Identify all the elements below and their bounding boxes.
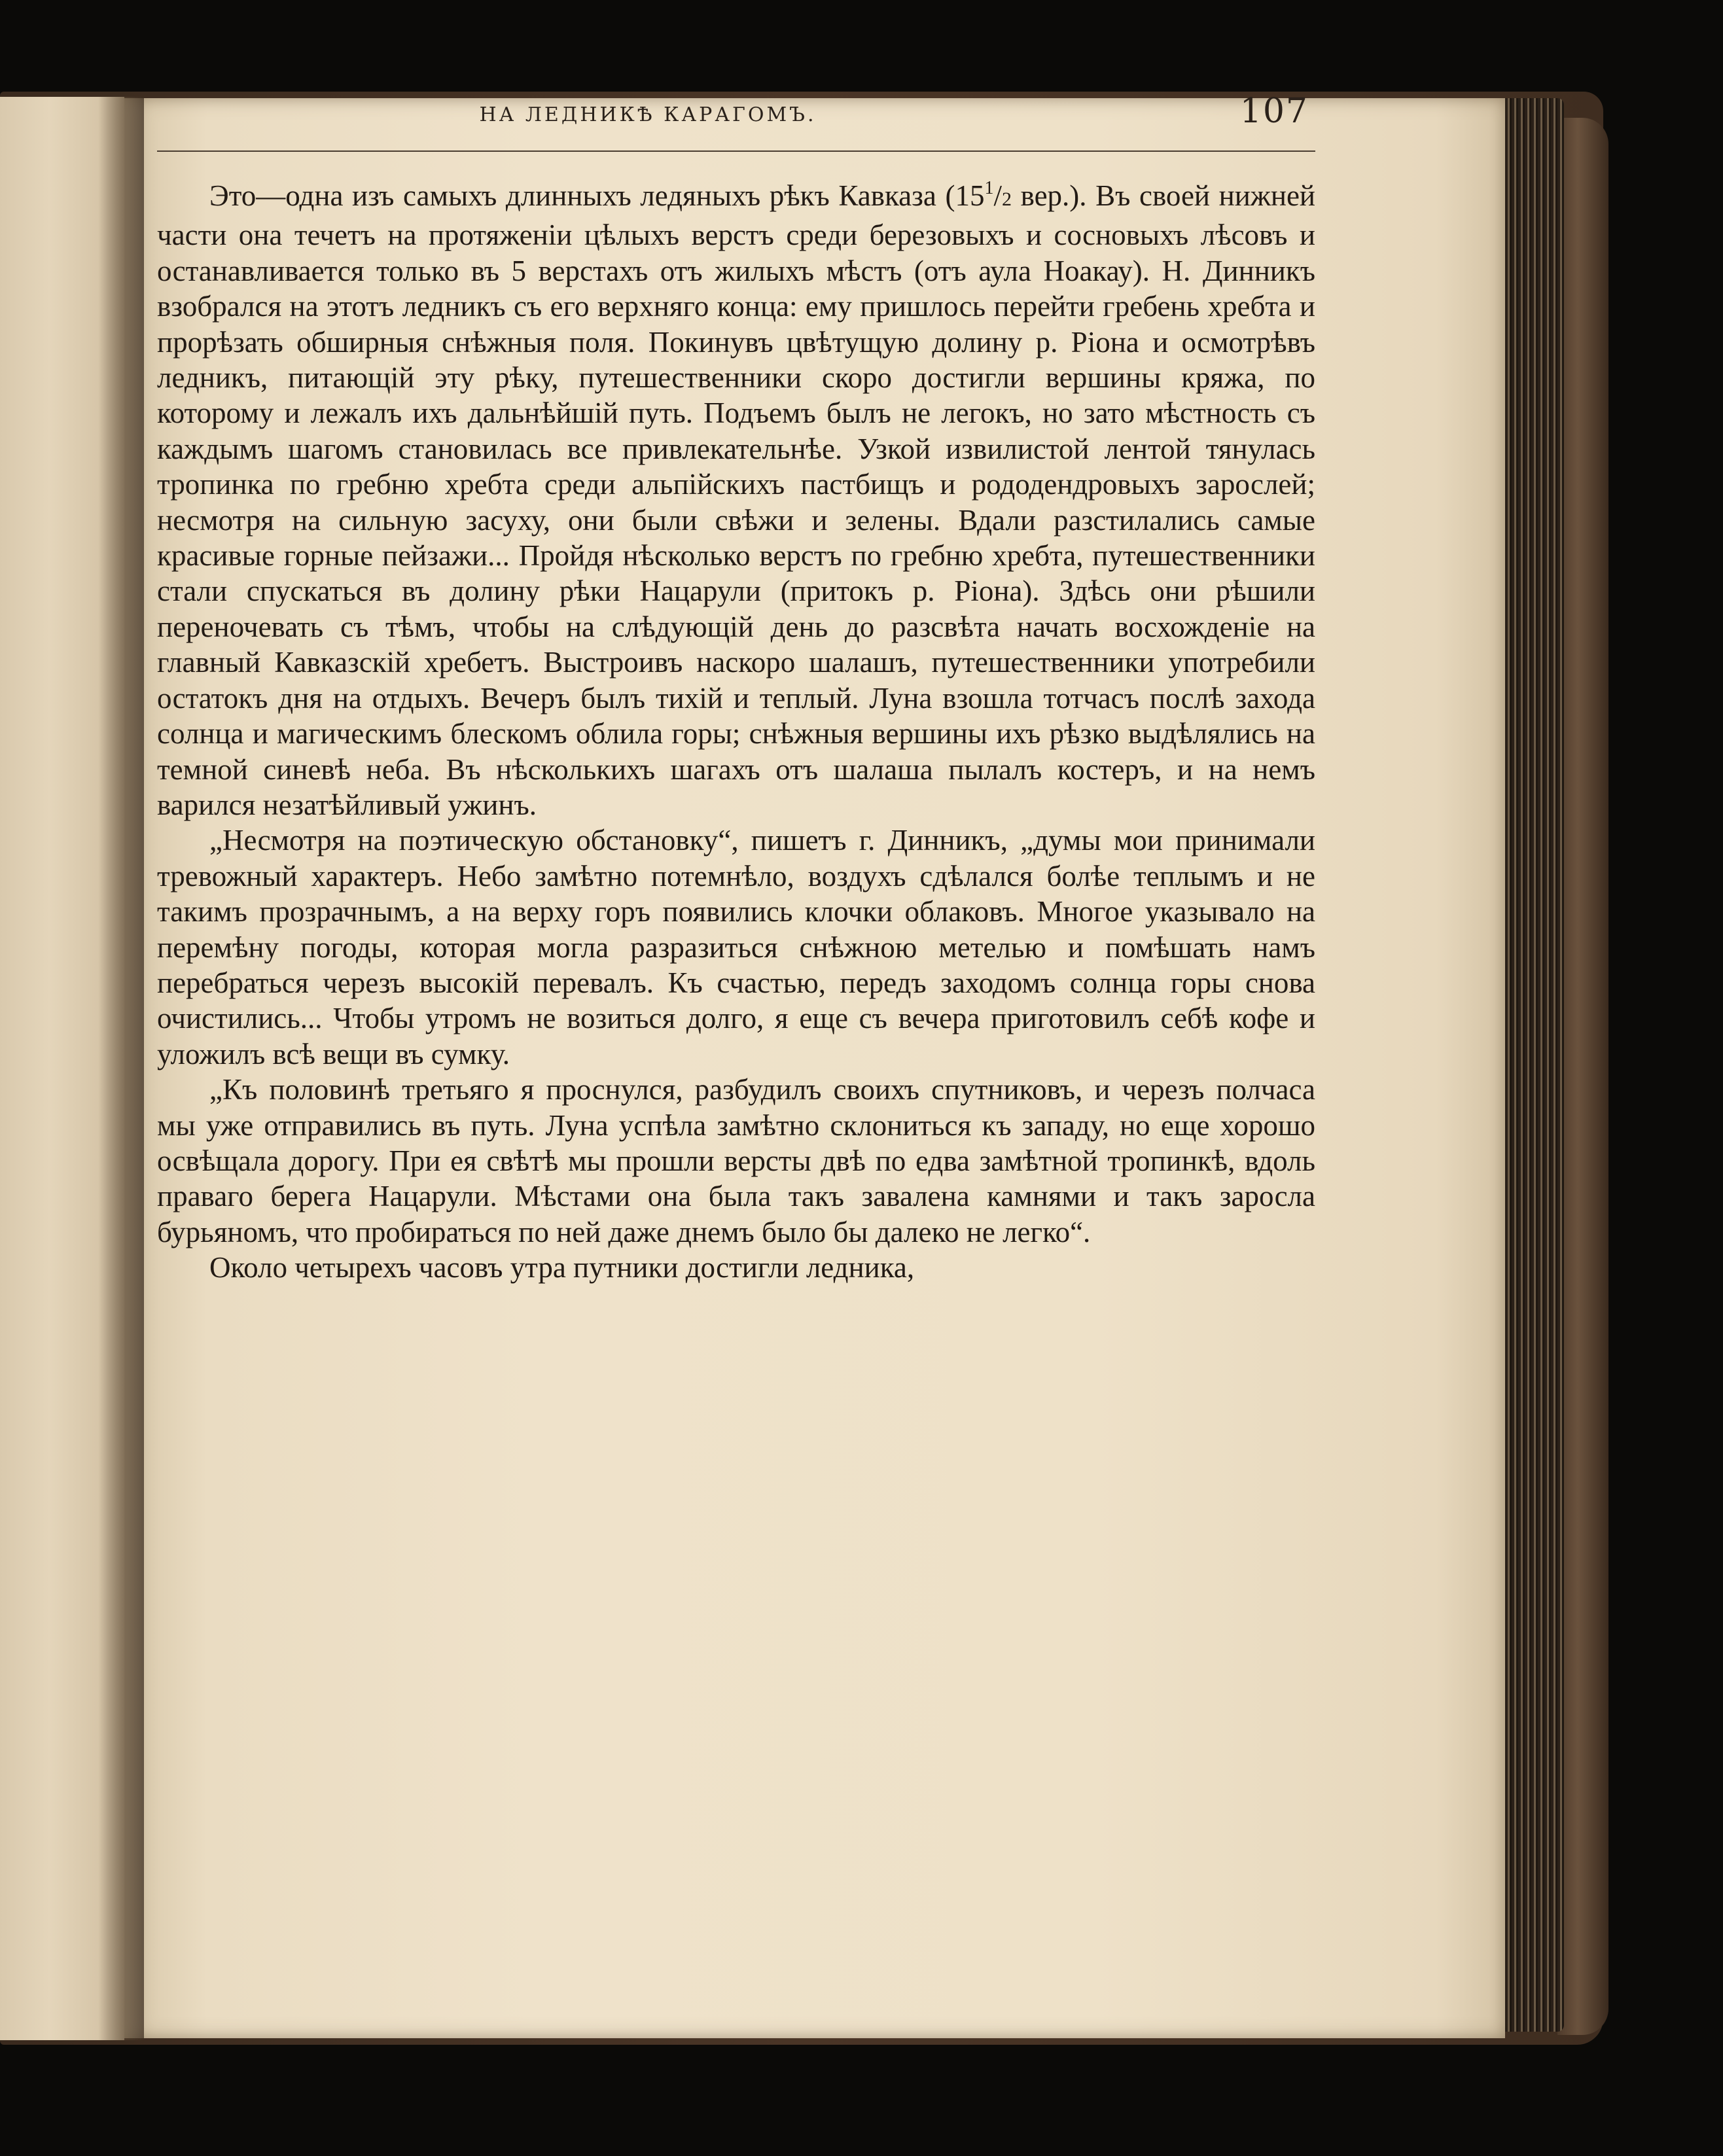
header-rule	[157, 150, 1315, 152]
running-title: НА ЛЕДНИКѢ КАРАГОМЪ.	[479, 103, 817, 126]
page-gutter-shadow	[98, 97, 144, 2040]
paragraph-3: „Къ половинѣ третьяго я проснулся, разбудилъ своихъ спутниковъ, и черезъ полчаса мы уже отправились въ путь. Луна успѣла замѣтно склониться къ западу, но еще хорошо освѣщала дорогу. При ея свѣтѣ мы прошли версты двѣ по едва замѣтной тропинкѣ, вдоль праваго берега Нацарули. Мѣстами она была такъ завалена камнями и такъ заросла бурьяномъ, что пробираться по ней даже днемъ было бы далеко не легко“.	[157, 1073, 1315, 1248]
paragraph-1-start: Это—одна изъ самыхъ длинныхъ ледяныхъ рѣкъ Кавказа (15	[209, 179, 985, 212]
page-body	[157, 178, 1315, 1286]
running-head	[157, 92, 1315, 149]
paragraph-2: „Несмотря на поэтическую обстановку“, пишетъ г. Динникъ, „думы мои принимали тревожный характеръ. Небо замѣтно потемнѣло, воздухъ сдѣлался болѣе теплымъ и не такимъ прозрачнымъ, а на верху горъ появились клочки облаковъ. Многое указывало на перемѣну погоды, которая могла разразиться снѣжною метелью и помѣшать намъ перебраться черезъ высокій перевалъ. Къ счастью, передъ заходомъ солнца горы снова очистились... Чтобы утромъ не возиться долго, я еще съ вечера приготовилъ себѣ кофе и уложилъ всѣ вещи въ сумку.	[157, 824, 1315, 1070]
page-number: 107	[1239, 92, 1309, 131]
page-edges-stack	[1499, 98, 1564, 2032]
fraction-separator: /	[993, 179, 1002, 212]
paragraph-1-rest: вер.). Въ своей нижней части она течетъ на протяженіи цѣлыхъ верстъ среди березовыхъ и сосновыхъ лѣсовъ и останавливается только въ 5 верстахъ отъ жилыхъ мѣстъ (отъ аула Ноакау). Н. Динникъ взобрался на этотъ ледникъ съ его верхняго конца: ему пришлось перейти гребень хребта и прорѣзать обширныя снѣжныя поля. Покинувъ цвѣтущую долину р. Ріона и осмотрѣвъ ледникъ, питающій эту рѣку, путешественники скоро достигли вершины кряжа, по которому и лежалъ ихъ дальнѣйшій путь. Подъемъ былъ не легокъ, но зато мѣстность съ каждымъ шагомъ становилась все привлекательнѣе. Узкой извилистой лентой тянулась тропинка по гребню хребта среди альпійскихъ пастбищъ и рододендровыхъ зарослей; несмотря на сильную засуху, они были свѣжи и зелены. Вдали разстилались самые красивые горные пейзажи... Пройдя нѣсколько верстъ по гребню хребта, путешественники стали спускаться въ долину рѣки Нацарули (притокъ р. Ріона). Здѣсь они рѣшили переночевать съ тѣмъ, чтобы на слѣдующій день до разсвѣта начать восхожденіе на главный Кавказскій хребетъ. Выстроивъ наскоро шалашъ, путешественники употребили остатокъ дня на отдыхъ. Вечеръ былъ тихій и теплый. Луна взошла тотчасъ послѣ захода солнца и магическимъ блескомъ облила горы; снѣжныя вершины ихъ рѣзко выдѣлялись на темной синевѣ неба. Въ нѣсколькихъ шагахъ отъ шалаша пылалъ костеръ, и на немъ варился незатѣйливый ужинъ.	[157, 179, 1315, 821]
paragraph-4: Около четырехъ часовъ утра путники достигли ледника,	[209, 1251, 915, 1284]
paragraph-1	[157, 178, 1315, 822]
book-cover-edge	[1557, 118, 1608, 2035]
fraction-numerator: 1	[984, 178, 994, 198]
fraction-denominator: 2	[1002, 188, 1012, 210]
